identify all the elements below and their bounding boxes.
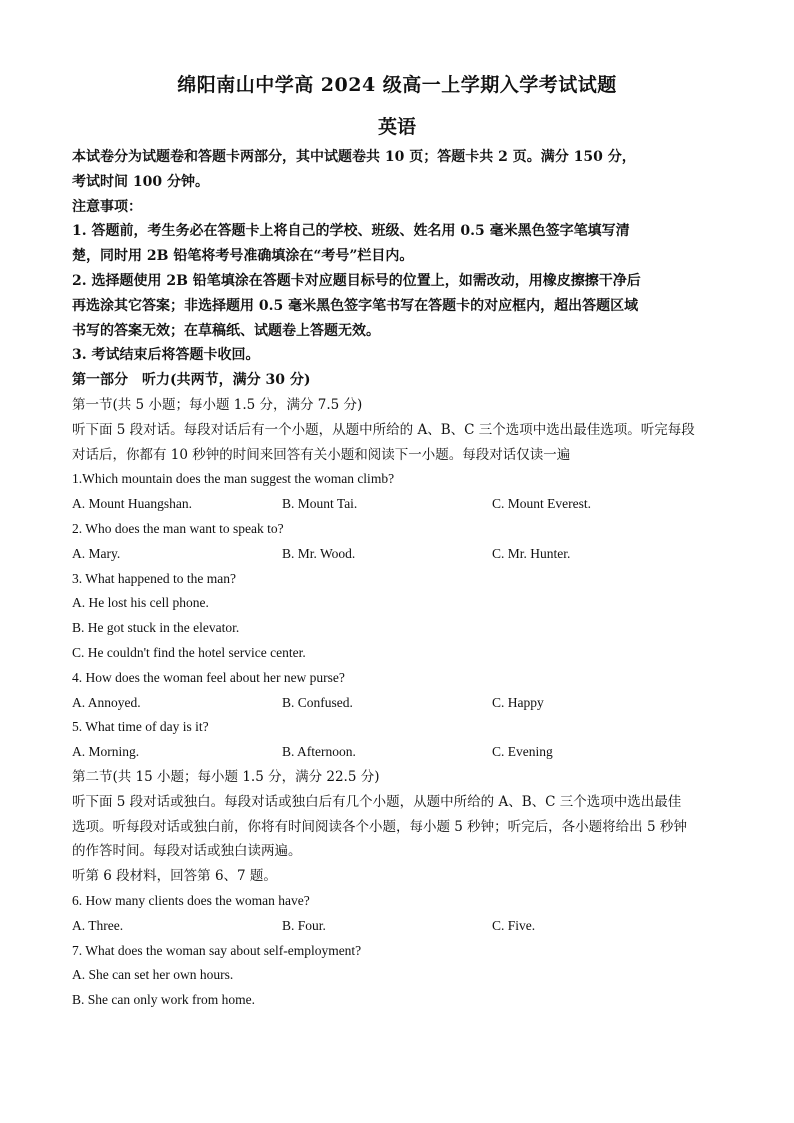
option-b: B. Four. [282, 917, 326, 933]
section2-instruction: 的作答时间。每段对话或独白读两遍。 [72, 843, 302, 860]
question-4-options [72, 691, 724, 716]
option-b: B. Mount Tai. [282, 496, 358, 512]
option-c: C. Mount Everest. [492, 496, 591, 512]
material-note: 听第 6 段材料，回答第 6、7 题。 [72, 868, 277, 885]
intro-line: 本试卷分为试题卷和答题卡两部分，其中试题卷共 10 页；答题卡共 2 页。满分 150 分， [72, 149, 636, 165]
notice-line: 1. 答题前，考生务必在答题卡上将自己的学校、班级、姓名用 0.5 毫米黑色签字笔填写清 [72, 223, 630, 240]
section2-heading: 第二节(共 15 小题；每小题 1.5 分，满分 22.5 分) [72, 768, 380, 785]
question-1-options [72, 492, 724, 517]
question-5-stem: 5. What time of day is it? [72, 719, 209, 735]
question-6-options [72, 914, 724, 939]
option-c: C. He couldn't find the hotel service center. [72, 644, 306, 660]
notice-heading: 注意事项： [72, 198, 142, 215]
question-2-options [72, 542, 724, 567]
notice-line: 再选涂其它答案；非选择题用 0.5 毫米黑色签字笔书写在答题卡的对应框内，超出答题区域 [72, 297, 639, 314]
notice-line: 2. 选择题使用 2B 铅笔填涂在答题卡对应题目标号的位置上，如需改动，用橡皮擦擦干净后 [72, 272, 641, 289]
notice-line: 3. 考试结束后将答题卡收回。 [72, 347, 260, 364]
option-c: C. Mr. Hunter. [492, 545, 571, 561]
option-c: C. Five. [492, 917, 536, 933]
option-c: C. Happy [492, 694, 544, 710]
question-4-stem: 4. How does the woman feel about her new purse? [72, 669, 345, 685]
section2-instruction: 选项。听每段对话或独白前，你将有时间阅读各个小题，每小题 5 秒钟；听完后，各小题将给出 5 秒钟 [72, 818, 687, 835]
exam-title: 绵阳南山中学高 2024 级高一上学期入学考试试题 [177, 74, 617, 96]
option-a: A. Morning. [72, 744, 140, 760]
option-b: B. Confused. [282, 694, 353, 710]
question-3-stem: 3. What happened to the man? [72, 570, 236, 586]
option-b: B. He got stuck in the elevator. [72, 620, 240, 636]
question-6-stem: 6. How many clients does the woman have? [72, 892, 310, 908]
exam-body [72, 145, 724, 1013]
subject-title: 英语 [377, 116, 416, 138]
option-a: A. Mount Huangshan. [72, 496, 192, 512]
question-5-options [72, 740, 724, 765]
option-b: B. Afternoon. [282, 744, 356, 760]
notice-line: 楚，同时用 2B 铅笔将考号准确填涂在“考号”栏目内。 [72, 248, 414, 265]
option-c: C. Evening [492, 744, 553, 760]
notice-line: 书写的答案无效；在草稿纸、试题卷上答题无效。 [72, 322, 380, 339]
option-a: A. He lost his cell phone. [72, 595, 209, 611]
option-a: A. She can set her own hours. [72, 967, 234, 983]
option-a: A. Three. [72, 917, 124, 933]
section2-instruction: 听下面 5 段对话或独白。每段对话或独白后有几个小题，从题中所给的 A、B、C 三个选项中选出最佳 [72, 793, 682, 810]
part1-heading: 第一部分 听力(共两节，满分 30 分) [72, 372, 311, 389]
section1-instruction: 对话后，你都有 10 秒钟的时间来回答有关小题和阅读下一小题。每段对话仅读一遍 [72, 446, 571, 463]
question-2-stem: 2. Who does the man want to speak to? [72, 520, 284, 536]
option-a: A. Annoyed. [72, 694, 141, 710]
option-a: A. Mary. [72, 545, 121, 561]
intro-line: 考试时间 100 分钟。 [72, 173, 209, 190]
section1-instruction: 听下面 5 段对话。每段对话后有一个小题，从题中所给的 A、B、C 三个选项中选出最佳选项。听完每段 [72, 421, 695, 438]
question-7-stem: 7. What does the woman say about self-employment? [72, 942, 362, 958]
option-b: B. She can only work from home. [72, 992, 255, 1008]
option-b: B. Mr. Wood. [282, 545, 356, 561]
question-1-stem: 1.Which mountain does the man suggest the woman climb? [72, 471, 395, 487]
section1-heading: 第一节(共 5 小题；每小题 1.5 分，满分 7.5 分) [72, 396, 363, 413]
